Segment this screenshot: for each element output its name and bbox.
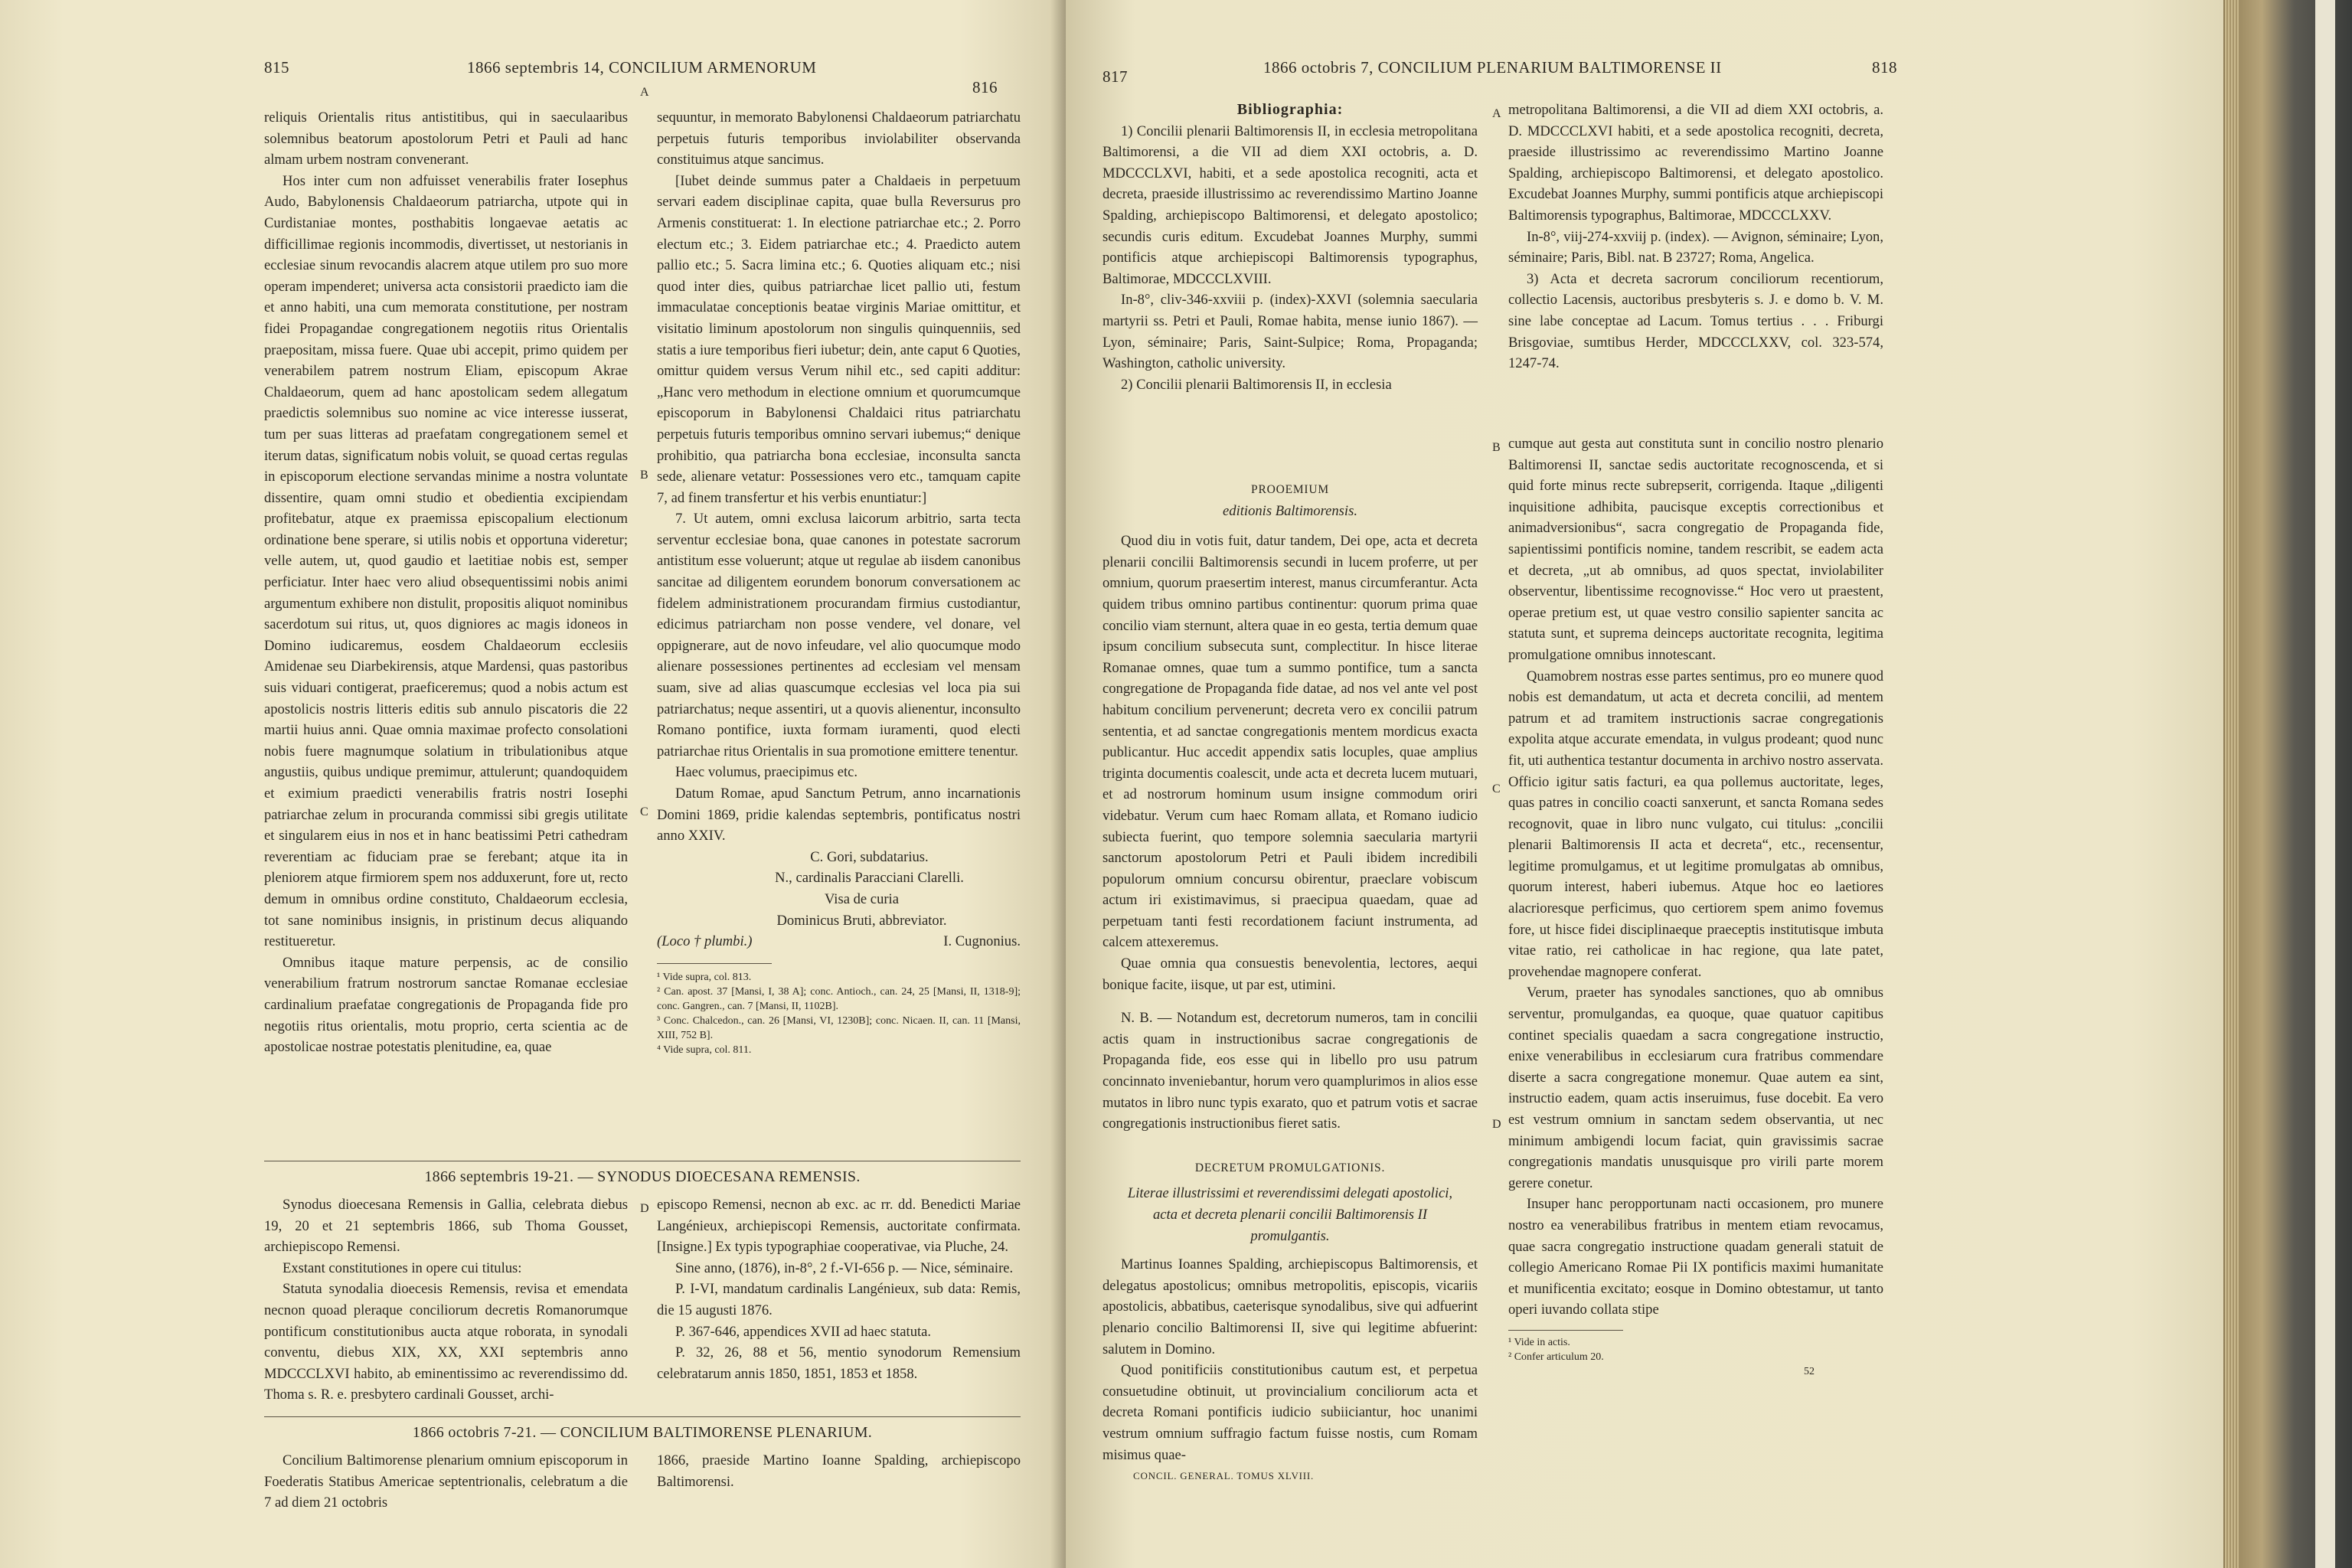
- section1-column-2: [657, 1194, 1021, 1384]
- paragraph: 7. Ut autem, omni exclusa laicorum arbitrio, sarta tecta serventur ecclesiae bona, quae canones in potestate sacrorum antistitum esse voluerunt; atque ut regulae ab iisdem canonibus sancitae ad diligentem eorundem bonorum conversationem ac fidelem administrationem procurandam firmius custodiantur, edicimus patriarcham non posse vendere, vel donare, vel oppignerare, aut de novo infeudare, vel alio quocumque modo alienare possessiones pertinentes ad ecclesiam vel mensam suam, sive ad alias quascumque ecclesias vel loca pia sui patriarchatus; neque assentiri, ut a quovis alienentur, inconsulto Romano pontifice, iuxta formam iuramenti, quod electi patriarchae ritus Orientalis in sua promotione emittere tenentur.: [657, 511, 1021, 760]
- decretum-subtitle: Literae illustrissimi et reverendissimi delegati apostolici, acta et decreta plenarii concilii Baltimorensis II promulgantis.: [1127, 1185, 1453, 1244]
- section2-column-1: [264, 1450, 628, 1514]
- section-title: 1866 octobris 7-21. — CONCILIUM BALTIMORENSE PLENARIUM.: [412, 1424, 873, 1441]
- paragraph: Quod ponitificiis constitutionibus cautum est, et perpetua consuetudine obtinuit, ut provincialium conciliorum acta et decreta Romani pontificis iudicio subiiciantur, hoc unanimi vestrum omnium suffragio factum fuisse nostis, cum Romam misimus quae-: [1102, 1362, 1478, 1463]
- paragraph: Omnibus itaque mature perpensis, ac de consilio venerabilium fratrum nostrorum sanctae Romanae ecclesiae cardinalium praefatae congregationis de Propaganda fide pro negotiis ritus orientalis, motu proprio, certa scientia ac de apostolicae nostrae potestatis plenitudine, ea, quae: [264, 954, 628, 1056]
- footnote-rule: [657, 963, 772, 964]
- page-edges: [2225, 0, 2239, 1568]
- left-page: [0, 0, 1066, 1568]
- margin-letter: D: [640, 1202, 649, 1215]
- left-column-1: [264, 107, 628, 1058]
- footnote: ² Can. apost. 37 [Mansi, I, 38 A]; conc. Antioch., can. 24, 25 [Mansi, II, 1318-9]; conc. Gangren., can. 7 [Mansi, II, 1102B].: [657, 985, 1021, 1012]
- paragraph: P. 367-646, appendices XVII ad haec statuta.: [675, 1323, 932, 1340]
- sheet-number: 52: [1804, 1365, 1815, 1377]
- proemium-title: PROOEMIUM: [1251, 483, 1329, 496]
- page-number: 817: [1102, 67, 1128, 86]
- paragraph: Concilium Baltimorense plenarium omnium episcoporum in Foederatis Statibus Americae septentrionalis, celebratum a die 7 ad diem 21 octobris: [264, 1452, 628, 1511]
- footnote: ⁴ Vide supra, col. 811.: [657, 1044, 752, 1056]
- footnote: ¹ Vide in actis.: [1508, 1336, 1570, 1348]
- signature: Visa de curia: [825, 890, 899, 907]
- margin-letter: C: [1492, 782, 1501, 795]
- paragraph: In-8°, viij-274-xxviij p. (index). — Avignon, séminaire; Lyon, séminaire; Paris, Bibl. nat. B 23727; Roma, Angelica.: [1508, 228, 1883, 266]
- paragraph: metropolitana Baltimorensi, a die VII ad diem XXI octobris, a. D. MDCCCLXVI habiti, et a sede apostolica recogniti, decreta, praeside illustrissimo ac reverendissimo Martino Joanne Spalding, archiepiscopo Baltimorensi, et delegato apostolico. Excudebat Joannes Murphy, summi pontificis atque archiepiscopi Baltimorensis typographus, Baltimorae, MDCCCLXXV.: [1508, 102, 1883, 224]
- bibliography-column-1: [1102, 100, 1478, 395]
- section-title: 1866 septembris 19-21. — SYNODUS DIOECESANA REMENSIS.: [424, 1168, 861, 1185]
- footnote-rule: [1508, 1330, 1623, 1331]
- page-number: 815: [264, 58, 289, 77]
- paragraph: Statuta synodalia dioecesis Remensis, revisa et emendata necnon quoad pleraque conciliorum decretis Romanorumque pontificum constitutionibus aucta atque roborata, in synodali conventu, diebus XIX, XX, XXI septembris anno MDCCCLXVI habito, ab eminentissimo ac reverendissimo dd. Thoma s. R. e. presbytero cardinali Gousset, archi-: [264, 1281, 628, 1403]
- seal-note: (Loco † plumbi.): [657, 933, 753, 950]
- paragraph: Quod diu in votis fuit, datur tandem, Dei ope, acta et decreta plenarii concilii Baltimorensis secundi in lucem proferre, ut per omnium, quorum praesertim interest, manus circumferantur. Acta quidem tribus omnino partibus continentur: quorum prima quae concilio viam sternunt, altera quae in eo gesta, tertia demum quae ipsum concilium subsecuta sunt, complectitur. In hisce literae Romanae omnes, quae tum a summo pontifice, tum a sancta congregatione de Propaganda fide datae, ad nos vel ante vel post habitum concilium pervenerunt; decreta vero ex concilii patrum sententia, et ad sanctae congregationis mentem mordicus exacta publicantur. Huc accedit appendix satis locuples, quae amplius triginta documentis coalescit, unde acta et decreta lucem mutuari, et ad nostrorum hominum usum insigne commodum oriri videbatur. Verum cum haec Romam allata, et Romano iudicio subiecta fuerint, quo tempore solemnia saecularia martyrii sanctorum apostolorum Petri et Pauli ibidem incredibili populorum omnium concursu obirentur, praeclare vobiscum actum iri existimavimus, si praecipua quaedam, quae ad perpetuam tanti festi recordationem faciunt instrumenta, ad calcem attexeremus.: [1102, 533, 1478, 951]
- paragraph: Haec volumus, praecipimus etc.: [675, 764, 858, 781]
- section2-column-2: [657, 1450, 1021, 1492]
- proemium-subtitle: editionis Baltimorensis.: [1223, 502, 1357, 519]
- paragraph: Hos inter cum non adfuisset venerabilis frater Iosephus Audo, Babylonensis Chaldaeorum patriarcha, utpote qui in Curdistaniae montes, posthabitis longaevae aetatis ac difficillimae regionis incommodis, divertisset, ut nestorianis in ecclesiae sinum revocandis alacrem atque utilem pro suo more operam impenderet; universa acta consistorii praedicto iam die et anno habiti, una cum memorata constitutione, per nostram fidei Propagandae congregationem negotiis ritus Orientalis praepositam, missa fuere. Quae ubi accepit, primo quidem per venerabilem patrem nostrum Eliam, episcopum Akrae Chaldaeorum, quem ad hanc apostolicam sedem allegatum praedictis solemnibus suo nomine ac vice interesse iusserat, tum per suas litteras ad praefatam congregationem semel et iterum datas, significatum nobis voluit, se quoad certas regulas in episcoporum electione servandas minime a nostra voluntate dissentire, quam omni studio et obedientia excipiendam profitebatur, atque ex praemissa episcopalium electionum ordinatione bene sperare, si utilis nobis et opportuna videretur; velle autem, ut, quod gaudio et laetitiae nobis est, semper perficiatur. Inter haec vero aliud obsequentissimi nobis animi argumentum exhibere non distulit, propositis aliquot nominibus sacerdotum sui ritus, ut, quos digniores ac magis idoneos in Domino iudicaremus, eosdem Chaldaeorum ecclesiis Amidenae seu Diarbekirensis, atque Mardensi, quas pastoribus suis viduari contigerat, praeficeremus; quod a nobis actum est apostolicis nostris litteris editis sub annulo piscatoris die 22 martii huius anni. Quae omnia maximae profecto consolationi nobis fuere magnumque solatium in tribulationibus atque angustiis, quibus undique premimur, attulerunt; quandoquidem et eximium praedicti venerabilis fratris nostri Iosephi patriarchae zelum in procuranda commissi sibi gregis utilitate et singularem eius in nos et in hanc beatissimi Petri cathedram reverentiam ac fiduciam prae se ferebant; atque ita in pleniorem atque firmiorem spem nos adduxerunt, fore ut, recto demum in omnibus ordine constituto, Chaldaeorum ecclesia, tot sane nominibus insignis, in pristinum decus aliquando restitueretur.: [264, 172, 628, 950]
- page-number: 818: [1872, 58, 1897, 77]
- section-rule: [264, 1416, 1021, 1417]
- bibliography-column-2: [1508, 100, 1883, 374]
- signature-line: CONCIL. GENERAL. TOMUS XLVIII.: [1133, 1470, 1315, 1482]
- signature: Dominicus Bruti, abbreviator.: [776, 912, 947, 929]
- margin-letter: A: [1492, 107, 1501, 120]
- paragraph: Martinus Ioannes Spalding, archiepiscopus Baltimorensis, et delegatus apostolicus; omnibus metropolitis, episcopis, vicariis apostolicis, abbatibus, caeterisque synodalibus, sive qui adfuerint plenario concilio Baltimorensi II, sive qui legitime abfuerint: salutem in Domino.: [1102, 1256, 1478, 1357]
- margin-letter: A: [640, 86, 649, 99]
- paragraph: Quamobrem nostras esse partes sentimus, pro eo munere quod nobis est demandatum, ut acta et decreta concilii, ad mentem patrum et ad tramitem instructionis sacrae congregationis expolita atque accurate emendata, in vulgus prodeant; quod nunc fit, uti authentica testantur documenta in archivo nostro asservata. Officio igitur satis facturi, ea qua pollemus auctoritate, leges, quas patres in concilio coacti sanxerunt, et sancta Romana sedes recognovit, quae in libro nunc vulgato, cui titulus: „concilii plenarii Baltimorensis II acta et decreta“, etc., recensentur, legitime promulgamus, et ut legitime promulgatas ab omnibus, quorum interest, haberi iubemus. Atque hoc eo laetiores alacrioresque perficimus, quo certiorem spem animo fovemus fore, ut hisce fidei disciplinaeque praeceptis institutisque imbuta vitae ratio, rei catholicae in hac regione, qua late patet, provehendae magnopere conferat.: [1508, 668, 1883, 980]
- proemium-column-1: [1102, 479, 1478, 1487]
- bibliography-title: Bibliographia:: [1236, 101, 1344, 118]
- book-edge: [2223, 0, 2352, 1568]
- paragraph: 2) Concilii plenarii Baltimorensis II, in ecclesia: [1121, 376, 1392, 393]
- footnotes: [657, 970, 1021, 1057]
- paragraph: [Iubet deinde summus pater a Chaldaeis in perpetuum servari eadem disciplinae capita, quae bulla Reversurus pro Armenis constituerat: 1. In electione patriarchae etc.; 2. Porro electum etc.; 3. Eidem patriarchae etc.; 4. Praedicto autem pallio etc.; 5. Sacra limina etc.; 6. Quoties aliquam etc.; nisi quod inter dies, quibus patriarchae licet pallio uti, festum immaculatae conceptionis beatae virginis Mariae omittitur, et visitatio liminum apostolorum non singulis quinquenniis, sed statis a iure temporibus fieri iubetur; dein, ante caput 6 Quoties, omittur quidem versus Verum nihil etc., sed capiti additur: „Hanc vero methodum in electione omnium et quorumcumque episcoporum in Babylonensi Chaldaici ritus patriarchatu perpetuis futuris temporibus omnino servari iubemus;“ denique prohibitio, qua patriarcha bona ecclesiae, inconsulta sancta sede, alienare vetatur: Possessiones vero etc., tamquam capite 7, ad finem transfertur et his verbis enuntiatur:]: [657, 172, 1021, 506]
- paragraph: Verum, praeter has synodales sanctiones, quo ab omnibus serventur, promulgandas, ea quoque, quae quatuor capitibus continet specialis quaedam a sacra congregatione instructio, enixe venerabilibus in ecclesiarum cura fratribus commendare diserte a sacra congregatione monemur. Quae autem ea sint, instructio eadem, quam actis inseruimus, fuse docebit. Ea vero est vestrum omnium in sanctam sedem observantia, ut nec minimum ambigendi locum faciat, quin gravissimis sacrae congregationis mandatis unusquisque pro virili parte morem gerere conetur.: [1508, 985, 1883, 1191]
- paragraph: Synodus dioecesana Remensis in Gallia, celebrata diebus 19, 20 et 21 septembris 1866, sub Thoma Gousset, archiepiscopo Remensi.: [264, 1197, 628, 1256]
- paragraph: Datum Romae, apud Sanctum Petrum, anno incarnationis Domini 1869, pridie kalendas septembris, pontificatus nostri anno XXIV.: [657, 786, 1021, 844]
- footnote: ³ Conc. Chalcedon., can. 26 [Mansi, VI, 1230B]; conc. Nicaen. II, can. 11 [Mansi, XIII, 752 B].: [657, 1014, 1021, 1041]
- paragraph: Quae omnia qua consuestis benevolentia, lectores, aequi bonique facite, iisque, ut par est, utimini.: [1102, 956, 1478, 993]
- paragraph: In-8°, cliv-346-xxviii p. (index)-XXVI (solemnia saecularia martyrii ss. Petri et Pauli, Romae habita, mense iunio 1867). — Lyon, séminaire; Paris, Saint-Sulpice; Roma, Propaganda; Washington, catholic university.: [1102, 292, 1478, 372]
- signature: N., cardinalis Paracciani Clarelli.: [775, 870, 964, 887]
- paragraph: 3) Acta et decreta sacrorum conciliorum recentiorum, collectio Lacensis, auctoribus presbyteris s. J. e domo b. V. M. sine labe conceptae ad Lacum. Tomus tertius . . . Friburgi Brisgoviae, sumtibus Herder, MDCCCLXXV, col. 323-574, 1247-74.: [1508, 270, 1883, 372]
- paragraph: P. I-VI, mandatum cardinalis Langénieux, sub data: Remis, die 15 augusti 1876.: [657, 1281, 1021, 1318]
- paragraph: Insuper hanc peropportunam nacti occasionem, pro munere nostro ea venerabilibus fratribus in mentem etiam revocamus, quae sacra congregatio instructione quadam generali statuit de collegio Americano Romae Pii IX pontificis maximi humanitate et munificentia excitato; eosque in Domino obtestamur, ut tanto operi iuvando collata stipe: [1508, 1196, 1883, 1318]
- paragraph: P. 32, 26, 88 et 56, mentio synodorum Remensium celebratarum annis 1850, 1851, 1853 et 1858.: [657, 1344, 1021, 1382]
- margin-letter: B: [640, 469, 648, 482]
- decretum-title: DECRETUM PROMULGATIONIS.: [1194, 1161, 1386, 1174]
- paragraph: reliquis Orientalis ritus antistitibus, qui in saeculaaribus solemnibus beatorum apostolorum Petri et Pauli ad hanc almam urbem nostram convenerant.: [264, 109, 628, 168]
- margin-letter: B: [1492, 441, 1501, 454]
- signature: I. Cugnonius.: [943, 933, 1021, 950]
- background-paper: [2315, 0, 2335, 1568]
- paragraph: sequuntur, in memorato Babylonensi Chaldaeorum patriarchatu perpetuis futuris temporibus inviolabiliter observanda constituimus atque sancimus.: [657, 109, 1021, 168]
- left-column-2: [657, 107, 1021, 1057]
- paragraph: cumque aut gesta aut constituta sunt in concilio nostro plenario Baltimorensi II, sanctae sedis auctoritate recognoscenda, et si quid forte minus recte subrepserit, corrigenda. Itaque „diligenti inquisitione adhibita, paucisque exceptis correctionibus et animadversionibus“, sacra congregatio de Propaganda fide, sapientissimi pontificis nomine, tandem rescribit, se eadem acta et decreta, „ut ab omnibus, ad quos spectat, inviolabiliter observentur, libentissime recognovisse.“ Hoc vero ut praestent, operae pretium est, ut quae vestro consilio sapienter sancita ac statuta sunt, et suprema deinceps auctoritate recognita, legitima promulgatione omnibus innotescant.: [1508, 436, 1883, 663]
- signature: C. Gori, subdatarius.: [810, 848, 929, 865]
- seal-line: [657, 931, 1021, 952]
- margin-letter: D: [1492, 1118, 1501, 1131]
- proemium-column-2: [1508, 433, 1883, 1379]
- footnote: ² Confer articulum 20.: [1508, 1351, 1604, 1363]
- paragraph: 1) Concilii plenarii Baltimorensis II, in ecclesia metropolitana Baltimorensi, a die VII ad diem XXI octobris, a. D. MDCCCLXVI, habiti, et a sede apostolica recogniti, acta et decreta, praeside illustrissimo ac reverendissimo Martino Joanne Spalding, archiepiscopo Baltimorensi, et delegato apostolico; secundis curis editum. Excudebat Joannes Murphy, summi pontificis atque archiepiscopi Baltimorensis typographus, Baltimorae, MDCCCLXVIII.: [1102, 122, 1478, 287]
- margin-letter: C: [640, 805, 648, 818]
- page-number: 816: [972, 78, 998, 96]
- paragraph: episcopo Remensi, necnon ab exc. ac rr. dd. Benedicti Mariae Langénieux, archiepiscopi Remensis, auctoritate confirmata. [Insigne.] Ex typis typographiae cooperativae, via Pluche, 24.: [657, 1197, 1021, 1256]
- footnote: ¹ Vide supra, col. 813.: [657, 971, 752, 983]
- paragraph: N. B. — Notandum est, decretorum numeros, tam in concilii actis quam in instructionibus sacrae congregationis de Propaganda fide, eos esse qui in libello pro usu patrum concinnato inveniebantur, horum vero quamplurimos in alios esse mutatos in libro nunc typis exarato, quo et patrum votis et sacrae congregationis instructionibus fieret satis.: [1102, 1010, 1478, 1132]
- footnotes: [1508, 1335, 1883, 1364]
- running-head-text: 1866 octobris 7, CONCILIUM PLENARIUM BALTIMORENSE II: [1263, 58, 1722, 77]
- paragraph: Sine anno, (1876), in-8°, 2 f.-VI-656 p. — Nice, séminaire.: [675, 1259, 1014, 1276]
- running-head-text: 1866 septembris 14, CONCILIUM ARMENORUM: [467, 58, 817, 77]
- right-page: [1066, 0, 2223, 1568]
- section1-column-1: [264, 1194, 628, 1406]
- paragraph: Exstant constitutiones in opere cui titulus:: [283, 1259, 522, 1276]
- paragraph: 1866, praeside Martino Ioanne Spalding, archiepiscopo Baltimorensi.: [657, 1452, 1021, 1490]
